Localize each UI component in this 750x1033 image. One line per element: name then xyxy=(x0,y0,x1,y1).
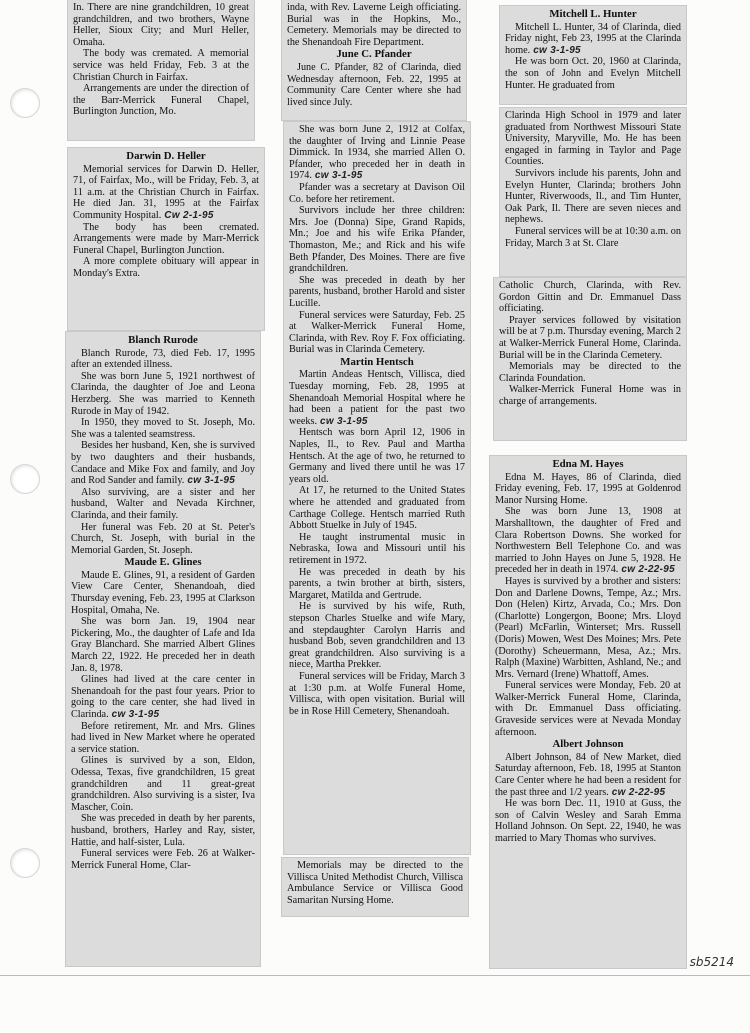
obit-paragraph: Memorials may be directed to the Clarinda Foundation. xyxy=(499,361,681,384)
obit-paragraph: He was born Oct. 20, 1960 at Clarinda, the son of John and Evelyn Mitchell Hunter. He graduated from xyxy=(505,56,681,91)
obit-paragraph: She was born June 5, 1921 northwest of Clarinda, the daughter of Joe and Leona Herzberg. She was married to Kenneth Rurode in May of 1942. xyxy=(71,370,255,417)
handwritten-date-note: cw 3-1-95 xyxy=(187,475,236,487)
obit-paragraph: Pfander was a secretary at Davison Oil Co. before her retirement. xyxy=(289,181,465,205)
obit-paragraph: Her funeral was Feb. 20 at St. Peter's Church, St. Joseph, with burial in the Memorial Garden, St. Joseph. xyxy=(71,521,255,556)
binder-hole xyxy=(10,464,40,494)
obit-paragraph: Funeral services will be at 10:30 a.m. on Friday, March 3 at St. Clare xyxy=(505,225,681,249)
obit-title: June C. Pfander xyxy=(336,48,412,61)
handwritten-date-note: cw 2-22-95 xyxy=(611,786,666,798)
obit-paragraph: June C. Pfander, 82 of Clarinda, died Wednesday afternoon, Feb. 22, 1995 at Community Care Center where she had lived since July. xyxy=(287,61,461,108)
obit-paragraph: Albert Johnson, 84 of New Market, died Saturday afternoon, Feb. 18, 1995 at Stanton Care Center where he had been a resident for the past three and 1/2 years. cw 2-22-95 xyxy=(495,751,681,798)
clipping-hunter-body xyxy=(500,108,686,276)
clipping-hayes-johnson xyxy=(490,456,686,968)
obit-paragraph: Walker-Merrick Funeral Home was in charge of arrangements. xyxy=(499,384,681,407)
handwritten-date-note: cw 2-22-95 xyxy=(621,564,675,576)
obit-paragraph: In. There are nine grandchildren, 10 great grandchildren, and two brothers, Wayne Heller, Sioux City; and Murl Heller, Omaha. xyxy=(73,2,249,48)
obit-paragraph: She was born June 13, 1908 at Marshalltown, the daughter of Fred and Clara Robertson Downs. She worked for Northwestern Bell Telephone Co. and was married to John Hayes on June 5, 1928. He preceded her in death in 1974. cw 2-22-95 xyxy=(495,506,681,576)
obit-paragraph: At 17, he returned to the United States where he attended and graduated from Carthage College. Hentsch married Ruth Abbott Stuelke in July of 1945. xyxy=(289,485,465,532)
clipping-hunter-head xyxy=(500,6,686,104)
obit-title: Blanch Rurode xyxy=(128,334,198,346)
obit-paragraph: Memorials may be directed to the Villisca United Methodist Church, Villisca Ambulance Service or Villisca Good Samaritan Nursing Home. xyxy=(287,860,463,906)
obit-paragraph: He was preceded in death by his parents, a twin brother at birth, sisters, Margaret, Matilda and Gertrude. xyxy=(289,566,465,601)
obit-paragraph: He is survived by his wife, Ruth, stepson Charles Stuelke and wife Mary, and stepdaughter Carolyn Harris and husband Bob, seven grandchildren and 13 great grandchildren. Also surviving is a niece, Martha Prekker. xyxy=(289,601,465,671)
obit-paragraph: The body was cremated. A memorial service was held Friday, Feb. 3 at the Christian Church in Fairfax. xyxy=(73,48,249,83)
obit-paragraph: Survivors include her three children: Mrs. Joe (Donna) Sipe, Grand Rapids, Mn.; Joe and his wife Erika Pfander, Thomaston, Me.; and Rick and his wife Beth Pfander, Des Moines. There are five grandchildren. xyxy=(289,205,465,275)
clipping-pfander-hentsch xyxy=(284,122,470,854)
obit-paragraph: Glines is survived by a son, Eldon, Odessa, Texas, five grandchildren, 15 great grandchildren and 11 great-great grandchildren. Also surviving is a sister, Iva Mascher, Coin. xyxy=(71,755,255,813)
obit-paragraph: Funeral services were Monday, Feb. 20 at Walker-Merrick Funeral Home, Clarinda, with Dr. Emmanuel Dass officiating. Graveside services were at Nevada Monday afternoon. xyxy=(495,680,681,738)
obit-title: Albert Johnson xyxy=(552,738,624,751)
obit-paragraph: Funeral services will be Friday, March 3 at 1:30 p.m. at Wolfe Funeral Home, Villisca, with open visitation. Burial will be in Rose Hill Cemetery, Shenandoah. xyxy=(289,670,465,717)
handwritten-date-note: cw 3-1-95 xyxy=(533,44,581,56)
obit-paragraph: Catholic Church, Clarinda, with Rev. Gordon Gittin and Dr. Emmanuel Dass officiating. xyxy=(499,280,681,315)
obit-paragraph: Blanch Rurode, 73, died Feb. 17, 1995 after an extended illness. xyxy=(71,347,255,371)
clipping-pfander-head xyxy=(282,0,466,120)
obit-paragraph: She was preceded in death by her parents, husband, brother Harold and sister Lucille. xyxy=(289,274,465,309)
obit-title: Martin Hentsch xyxy=(340,355,414,368)
page-edge xyxy=(0,975,750,976)
clipping-rurode-glines xyxy=(66,332,260,966)
archive-stamp: sb5214 xyxy=(689,955,734,969)
binder-hole xyxy=(10,88,40,118)
obit-paragraph: A more complete obituary will appear in Monday's Extra. xyxy=(73,256,259,279)
obit-paragraph: She was preceded in death by her parents, husband, brothers, Harley and Ray, sister, Hattie, and half-sister, Lula. xyxy=(71,813,255,848)
obit-paragraph: Mitchell L. Hunter, 34 of Clarinda, died Friday night, Feb 23, 1995 at the Clarinda home. cw 3-1-95 xyxy=(505,21,681,56)
obit-paragraph: Memorial services for Darwin D. Heller, 71, of Fairfax, Mo., will be Friday, Feb. 3, at 11 a.m. at the Christian Church in Fairfax. He died Jan. 31, 1995 at the Fairfax Community Hospital. Cw 2-1-95 xyxy=(73,163,259,221)
obit-paragraph: Before retirement, Mr. and Mrs. Glines had lived in New Market where he operated a service station. xyxy=(71,720,255,755)
clipping-hentsch-memorials xyxy=(282,858,468,916)
clipping-heller xyxy=(68,148,264,330)
obit-paragraph: Arrangements are under the direction of the Barr-Merrick Funeral Chapel, Burlington Junction, Mo. xyxy=(73,83,249,118)
obit-title: Mitchell L. Hunter xyxy=(549,8,637,20)
binder-hole xyxy=(10,848,40,878)
obit-paragraph: inda, with Rev. Laverne Leigh officiating. Burial was in the Hopkins, Mo., Cemetery. Memorials may be directed to the Shenandoah Fire Department. xyxy=(287,2,461,48)
obit-paragraph: Clarinda High School in 1979 and later graduated from Northwest Missouri State University, Maryville, Mo. He has been engaged in farming in Taylor and Page Counties. xyxy=(505,110,681,168)
obit-paragraph: Besides her husband, Ken, she is survived by two daughters and their husbands, Candace and Mike Fox and family, and Joy and Rod Sander and family. cw 3-1-95 xyxy=(71,440,255,487)
obit-paragraph: Funeral services were Saturday, Feb. 25 at Walker-Merrick Funeral Home, Clarinda, with Rev. Roy F. Fox officiating. Burial was in Clarinda Cemetery. xyxy=(289,309,465,356)
handwritten-date-note: cw 3-1-95 xyxy=(314,170,363,182)
handwritten-date-note: cw 3-1-95 xyxy=(111,709,160,720)
obit-paragraph: Maude E. Glines, 91, a resident of Garden View Care Center, Shenandoah, died Thursday evening, Feb. 23, 1995 at Clarkson Hospital, Omaha, Ne. xyxy=(71,569,255,616)
obit-paragraph: She was born June 2, 1912 at Colfax, the daughter of Irving and Linnie Pease Dimmick. In 1934, she married Allen O. Pfander, who preceded her in death in 1974. cw 3-1-95 xyxy=(289,124,465,182)
obit-title: Edna M. Hayes xyxy=(552,458,624,470)
obit-paragraph: Also surviving, are a sister and her husband, Walter and Nevada Kirchner, Clarinda, and their family. xyxy=(71,486,255,521)
obit-paragraph: He taught instrumental music in Nebraska, Iowa and Missouri until his retirement in 1972. xyxy=(289,531,465,566)
obit-title: Darwin D. Heller xyxy=(126,150,206,162)
clipping-hunter-tail xyxy=(494,278,686,440)
clipping-heller-tail xyxy=(68,0,254,140)
obit-title: Maude E. Glines xyxy=(124,556,202,569)
obit-paragraph: Hentsch was born April 12, 1906 in Naples, Il., to Rev. Paul and Martha Hentsch. At the age of two, he returned to Germany and lived there until he was 17 years old. xyxy=(289,427,465,485)
obit-paragraph: Edna M. Hayes, 86 of Clarinda, died Friday evening, Feb. 17, 1995 at Goldenrod Manor Nursing Home. xyxy=(495,471,681,506)
obit-paragraph: She was born Jan. 19, 1904 near Pickering, Mo., the daughter of Lafe and Ida Gray Blanchard. She married Albert Glines March 22, 1922. He preceded her in death Jan. 8, 1978. xyxy=(71,616,255,674)
obit-paragraph: Funeral services were Feb. 26 at Walker-Merrick Funeral Home, Clar- xyxy=(71,848,255,871)
handwritten-date-note: cw 3-1-95 xyxy=(320,415,368,427)
obit-paragraph: He was born Dec. 11, 1910 at Guss, the son of Calvin Wesley and Sarah Emma Holland Johnson. On Sept. 22, 1940, he was married to Mary Thomas who survives. xyxy=(495,798,681,844)
obit-paragraph: Glines had lived at the care center in Shenandoah for the past four years. Prior to going to the care center, she had lived in Clarinda. cw 3-1-95 xyxy=(71,674,255,720)
obit-paragraph: Survivors include his parents, John and Evelyn Hunter, Clarinda; brothers John Hunter, Riverwoods, Il., and Tim Hunter, Oak Park, Il. There are seven nieces and nephews. xyxy=(505,167,681,226)
handwritten-date-note: Cw 2-1-95 xyxy=(164,209,214,221)
obit-paragraph: Hayes is survived by a brother and sisters: Don and Darlene Downs, Tempe, Az.; Mrs. Don (Helen) Kirtz, Arvada, Co.; Mrs. Don (Charlotte) Longergon, Boone; Mrs. Lloyd (Pearl) McFarlin, Winterset; Mrs. Russell (Doris) Mowen, West Des Moines; Mrs. Pete (Dorothy) Scheuermann, Mesa, Az.; Mrs. Ralph (Maxine) Warbitten, Ashland, Ne.; and Mrs. Vernard (Irene) Whattoff, Ames. xyxy=(495,575,681,680)
obit-paragraph: Martin Andeas Hentsch, Villisca, died Tuesday morning, Feb. 28, 1995 at Shenandoah Memorial Hospital where he had been a patient for the past two weeks. cw 3-1-95 xyxy=(289,369,465,427)
obit-paragraph: The body has been cremated. Arrangements were made by Marr-Merrick Funeral Chapel, Burlington Junction. xyxy=(73,221,259,256)
obit-paragraph: Prayer services followed by visitation will be at 7 p.m. Thursday evening, March 2 at Walker-Merrick Funeral Home, Clarinda. Burial will be in the Clarinda Cemetery. xyxy=(499,314,681,361)
obit-paragraph: In 1950, they moved to St. Joseph, Mo. She was a talented seamstress. xyxy=(71,417,255,440)
